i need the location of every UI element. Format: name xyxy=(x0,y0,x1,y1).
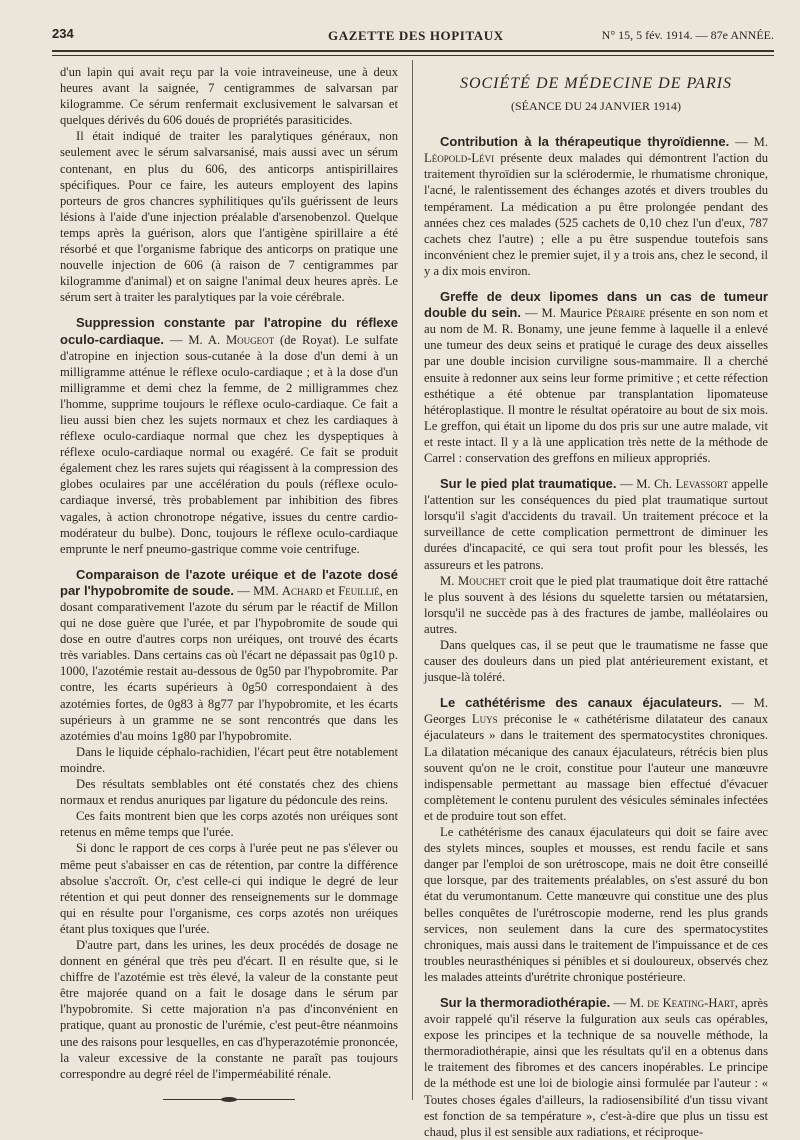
dash: — M. xyxy=(729,135,768,150)
paragraph: Il était indiqué de traiter les paralytiques généraux, non seulement avec le sérum salvarsanisé, mais aussi avec un sérum contenant, en plus du 606, des anticorps antispirillaires spécifiques. Pour ce faire, les auteurs employent des lapins porteurs de gros chancres syphilitiques qu'ils guérissent de leurs lésions à l'aide d'une injection préalable d'arsenobenzol. Quelque temps après la guérison, alors que l'antigène spirillaire a été résorbé et que l'organisme fabrique des anticorps on pratique une nouvelle injection de 606 (à raison de 7 centigrammes par kilogramme d'animal) et on saigne l'animal deux heures après. Le sérum sert à traiter les paralytiques par la voie cérébrale. xyxy=(60,129,398,305)
article-title: Suppression constante par l'atropine du réflexe oculo-cardiaque. xyxy=(60,315,398,347)
article-catheterisme xyxy=(424,695,768,824)
article-thyroid xyxy=(424,134,768,279)
article-atropine xyxy=(60,315,398,556)
author-name: Luys xyxy=(471,712,498,727)
article-title: Sur le pied plat traumatique. xyxy=(440,476,617,492)
paragraph: Dans le liquide céphalo-rachidien, l'écart peut être notablement moindre. xyxy=(60,744,398,775)
author-name: Mougeot xyxy=(225,332,275,347)
article-body: présente en son nom et au nom de M. R. Bonamy, une jeune femme à laquelle il a enlevé une tumeur des deux seins et pratiqué le curage des deux aisselles par une double incision curviligne sous-mammaire. Il a cherché ensuite à redonner aux seins leur forme primitive ; et cette réfection esthétique a été obtenue par transplantation lipomateuse hétéroplastique. Il montre le résultat opératoire au bout de six mois. Le greffon, qui était un lipome du dos pris sur une autre malade, vit et reste intact. Il y a là une application très nette de la méthode de Carrel : conservation des greffons en milieux appropriés. xyxy=(424,306,768,465)
article-title: Sur la thermoradiothérapie. xyxy=(440,994,611,1010)
header-rule xyxy=(52,50,774,52)
article-body: (de Royat). Le sulfate d'atropine en injection sous-cutanée à la dose d'un demi à un milligramme atténue le réflexe oculo-cardiaque ; et à la dose d'un milligramme et demi chez la femme, de 2 milligrammes chez l'homme, supprime toujours le réflexe oculo-cardiaque. Ce fait a lieu aussi bien chez les sujets normaux et chez les cardiaques à réflexe oculo-cardiaque normal que chez les dyspeptiques à réflexe oculo-cardiaque normal ou exagéré. Ce fait se produit également chez les rares sujets qui réagissent à la compression des globes oculaires par une accélération du pouls (réflexe oculo-cardiaque inversé, très probablement par inhibition des fibres vagales, à action chronotrope négative, issues du centre cardio-modérateur du bulbe). Donc, toujours le réflexe oculo-cardiaque emprunte le nerf pneumo-gastrique comme voie centrifuge. xyxy=(60,332,398,556)
author-name: Péraire xyxy=(605,306,646,321)
conjunction: et xyxy=(322,583,339,598)
article-body: , en dosant comparativement l'azote du sérum par le réactif de Millon qui ne dose guère que l'urée, et par l'hypobromite de soude qui dose en outre d'autres corps non uréiques, ont trouvé des écarts très variables. Dans certains cas où l'écart ne dépassait pas 0g10 p. 1000, l'azotémie restait au-dessous de 0g50 par l'hypobromite. Par contre, les écarts supérieurs à 0g50 correspondaient à des azotémies fortes, de 0g83 à 8g77 par l'hypobromite, et les écarts supérieurs à un gramme ne se sont rencontrés que dans les azotémies d'au moins 1g80 par l'hypobromite. xyxy=(60,583,398,743)
author-name: de Keating-Hart xyxy=(647,995,735,1010)
article-body: préconise le « cathétérisme dilatateur des canaux éjaculateurs » dans le traitement des spermatocystites chroniques. La dilatation mécanique des canaux éjaculateurs, rétrécis bien plus souvent qu'on ne le croit, constitue pour l'auteur une manœuvre indispensable permettant au massage bien effectué d'évacuer complètement le contenu purulent des vésicules séminales infectées et de produire tout son effet. xyxy=(424,712,769,823)
author-name: Levassort xyxy=(675,477,729,492)
author-name: Mouchet xyxy=(458,573,506,588)
seance-date: (SÉANCE DU 24 JANVIER 1914) xyxy=(511,99,681,114)
article-body: appelle l'attention sur les conséquences du pied plat traumatique surtout lorsqu'il s'agit d'accidents du travail. Un traitement précoce et la surveillance de cette complication permettront de diminuer les durées d'incapacité, ce qui sera tout profit pour les blessés, les assureurs et les patrons. xyxy=(424,477,768,572)
journal-title: GAZETTE DES HOPITAUX xyxy=(328,28,504,43)
issue-info: N° 15, 5 fév. 1914. — 87e ANNÉE. xyxy=(601,28,774,42)
article-title: Le cathétérisme des canaux éjaculateurs. xyxy=(440,695,723,711)
section-separator xyxy=(163,1098,295,1102)
article-body: croit que le pied plat traumatique doit être rattaché le plus souvent à des lésions du squelette tarsien ou métatarsien, lorsqu'il ne succède pas à des fractures de jambe, malléolaires ou autres. xyxy=(424,573,768,636)
page-number: 234 xyxy=(52,26,74,41)
article-title: Greffe de deux lipomes dans un cas de tumeur double du sein. xyxy=(424,289,768,321)
dash: — M. Georges xyxy=(424,696,768,727)
right-column xyxy=(424,64,768,1140)
dash: — M. xyxy=(610,995,648,1010)
dash: — M. Ch. xyxy=(616,477,676,492)
paragraph: D'autre part, dans les urines, les deux procédés de dosage ne donnent en général que très peu d'écart. Il en résulte que, si le chiffre de l'azotémie est très élevé, la valeur de la constante peut être majorée quand on a fait le dosage dans le sérum par l'hypobromite. Si cette majoration n'a pas d'inconvénient en pratique, quant au pronostic de l'urémie, c'est peut-être néanmoins une des raisons pour lesquelles, en cas d'hyperazotémie prononcée, la valeur excessive de la constante ne paraît pas toujours correspondre au degré réel de l'imperméabilité rénale. xyxy=(60,937,398,1081)
header-rule-thin xyxy=(52,55,774,56)
article-lipomes xyxy=(424,289,768,466)
page-header xyxy=(52,26,774,48)
article-body: , après avoir rappelé qu'il réserve la fulguration aux seuls cas opérables, expose les principes et la technique de sa nouvelle méthode, la thermoradiothérapie, ainsi que les résultats qu'il en a obtenus dans le traitement des fibromes et des cancers inopérables. Le principe de la méthode est une loi de biologie ainsi formulée par l'auteur : « Toutes choses égales d'ailleurs, la radiosensibilité d'un tissu vivant est fonction de sa température », c'est-à-dire que plus un tissu est chaud, plus il est sensible aux radiations, et réciproque- xyxy=(424,995,769,1139)
article-azote xyxy=(60,567,398,744)
dash: — M. A. xyxy=(164,332,226,347)
paragraph xyxy=(424,573,768,637)
author-name: Feuillié xyxy=(338,583,380,598)
paragraph: Dans quelques cas, il se peut que le traumatisme ne fasse que causer des douleurs dans un pied plat antérieurement existant, et jusque-là toléré. xyxy=(424,638,768,685)
left-column xyxy=(60,64,398,1102)
dash: — M. Maurice xyxy=(521,306,606,321)
paragraph: d'un lapin qui avait reçu par la voie intraveineuse, une à deux heures avant la saignée, 7 centigrammes de salvarsan par kilogramme. Ce sérum renfermait exclusivement le salvarsan et quelques dérivés du 606 doués de propriétés parasiticides. xyxy=(60,65,398,128)
paragraph: Des résultats semblables ont été constatés chez des chiens normaux et rendus anuriques par ligature du pédoncule des reins. xyxy=(60,777,398,808)
article-body: présente deux malades qui démontrent l'action du traitement thyroïdien sur la sclérodermie, le rhumatisme chronique, l'acné, le ralentissement des échanges azotés et divers troubles du tempérament. La médication a pu être prolongée pendant des années chez ces malades (525 cachets de 0,10 chez l'un d'eux, 787 cachets chez l'autre) ; elle a pu être suspendue toutefois sans inconvénient chez le premier sujet, il y a trois ans, chez le second, il y a dix mois environ. xyxy=(424,151,768,278)
article-thermoradio xyxy=(424,995,768,1140)
prefix: M. xyxy=(440,573,459,588)
article-title: Contribution à la thérapeutique thyroïdienne. xyxy=(440,134,730,150)
author-name: Léopold-Lévi xyxy=(424,151,495,166)
dash: — MM. xyxy=(233,583,282,598)
paragraph: Ces faits montrent bien que les corps azotés non uréiques sont retenus en même temps que l'urée. xyxy=(60,809,398,840)
society-title: SOCIÉTÉ DE MÉDECINE DE PARIS xyxy=(459,75,733,92)
article-pied-plat xyxy=(424,476,768,573)
author-name: Achard xyxy=(281,583,323,598)
column-divider xyxy=(412,60,413,1100)
paragraph: Si donc le rapport de ces corps à l'urée peut ne pas s'élever ou même peut s'abaisser en cas de rétention, par contre la différence absolue s'accroît. Or, c'est celle-ci qui indique le degré de leur rétention et qui peut donner des renseignements sur le dommage qui en résulte pour l'organisme, ces corps azotés non uréiques étant plus toxiques que l'urée. xyxy=(60,841,398,936)
article-title: Comparaison de l'azote uréique et de l'azote dosé par l'hypobromite de soude. xyxy=(60,566,398,598)
paragraph: Le cathétérisme des canaux éjaculateurs qui doit se faire avec des stylets minces, souples et mousses, est rendu facile et sans danger par l'emploi de son urétroscope, mais ne doit être conseillé que lorsque, par des traitements préalables, on s'est assuré du bon état du verumontanum. Cette manœuvre qui constitue une des plus belles conquêtes de l'urétroscopie moderne, rend les plus grands services, non seulement dans la cure des spermatocystites chroniques, mais aussi dans le traitement de l'impuissance et de ces troubles neurasthéniques si pénibles et si douloureux, observés chez les malades atteints d'urétrite chronique postérieure. xyxy=(424,825,768,984)
